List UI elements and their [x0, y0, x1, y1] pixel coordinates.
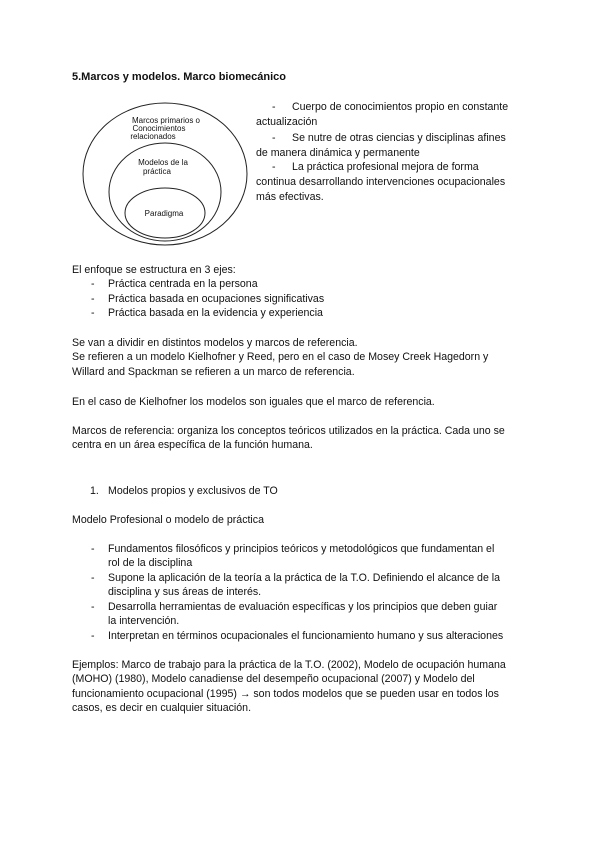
list-item-line: Supone la aplicación de la teoría a la práctica de la T.O. Definiendo el alcance de la — [108, 572, 501, 584]
list-item-line: más efectivas. — [256, 191, 324, 203]
list-item-line: de manera dinámica y permanente — [256, 147, 420, 159]
list-item-line: Interpretan en términos ocupacionales el funcionamiento humano y sus alteraciones — [108, 630, 504, 642]
paragraph-line: Se van a dividir en distintos modelos y marcos de referencia. — [72, 337, 358, 349]
list-marker: - — [91, 543, 95, 555]
list-item-line: actualización — [256, 116, 318, 128]
paragraph-line: Ejemplos: Marco de trabajo para la práctica de la T.O. (2002), Modelo de ocupación humana — [72, 659, 506, 671]
list-item-line: Desarrolla herramientas de evaluación específicas y los principios que deben guiar — [108, 601, 498, 613]
concentric-models-diagram — [80, 100, 250, 248]
list-marker: - — [272, 132, 276, 144]
outer-label-line: Marcos primarios o — [131, 116, 201, 125]
middle-label-line: Modelos de la — [138, 158, 188, 167]
middle-label-line: práctica — [142, 167, 172, 176]
list-marker: - — [91, 601, 95, 613]
list-item-line: disciplina y sus áreas de interés. — [108, 586, 262, 598]
list-item: Práctica basada en ocupaciones significativas — [108, 293, 325, 305]
list-marker: - — [91, 278, 95, 290]
list-marker: - — [91, 307, 95, 319]
list-item: Práctica centrada en la persona — [108, 278, 258, 290]
numbered-heading: Modelos propios y exclusivos de TO — [108, 485, 278, 497]
axes-intro: El enfoque se estructura en 3 ejes: — [72, 264, 236, 276]
list-marker: - — [91, 630, 95, 642]
numbered-marker: 1. — [90, 485, 99, 497]
paragraph-line: funcionamiento ocupacional (1995) → son todos modelos que se pueden usar en todos los — [72, 688, 499, 700]
list-item-line: rol de la disciplina — [108, 557, 193, 569]
outer-label-line: Conocimientos — [132, 124, 186, 133]
list-item-line: continua desarrollando intervenciones ocupacionales — [256, 176, 506, 188]
paragraph-line: Marcos de referencia: organiza los conceptos teóricos utilizados en la práctica. Cada uno se — [72, 425, 505, 437]
list-item-line: Cuerpo de conocimientos propio en constante — [292, 101, 509, 113]
list-item-line: Se nutre de otras ciencias y disciplinas afines — [292, 132, 506, 144]
list-marker: - — [272, 161, 276, 173]
list-item: Práctica basada en la evidencia y experiencia — [108, 307, 323, 319]
subheading: Modelo Profesional o modelo de práctica — [72, 514, 264, 526]
paragraph-line: Se refieren a un modelo Kielhofner y Reed, pero en el caso de Mosey Creek Hagedorn y — [72, 351, 489, 363]
list-marker: - — [272, 101, 276, 113]
list-marker: - — [91, 293, 95, 305]
inner-label: Paradigma — [144, 209, 184, 218]
list-item-line: Fundamentos filosóficos y principios teóricos y metodológicos que fundamentan el — [108, 543, 495, 555]
paragraph-line: (MOHO) (1980), Modelo canadiense del desempeño ocupacional (2007) y Modelo del — [72, 673, 475, 685]
list-item-line: la intervención. — [108, 615, 180, 627]
paragraph: En el caso de Kielhofner los modelos son iguales que el marco de referencia. — [72, 396, 435, 408]
outer-label-line: relacionados — [130, 132, 176, 141]
paragraph-line: centra en un área específica de la función humana. — [72, 439, 313, 451]
paragraph-line: casos, es decir en cualquier situación. — [72, 702, 252, 714]
page-title: 5.Marcos y modelos. Marco biomecánico — [72, 71, 286, 83]
paragraph-line: Willard and Spackman se refieren a un marco de referencia. — [72, 366, 355, 378]
list-marker: - — [91, 572, 95, 584]
list-item-line: La práctica profesional mejora de forma — [292, 161, 479, 173]
